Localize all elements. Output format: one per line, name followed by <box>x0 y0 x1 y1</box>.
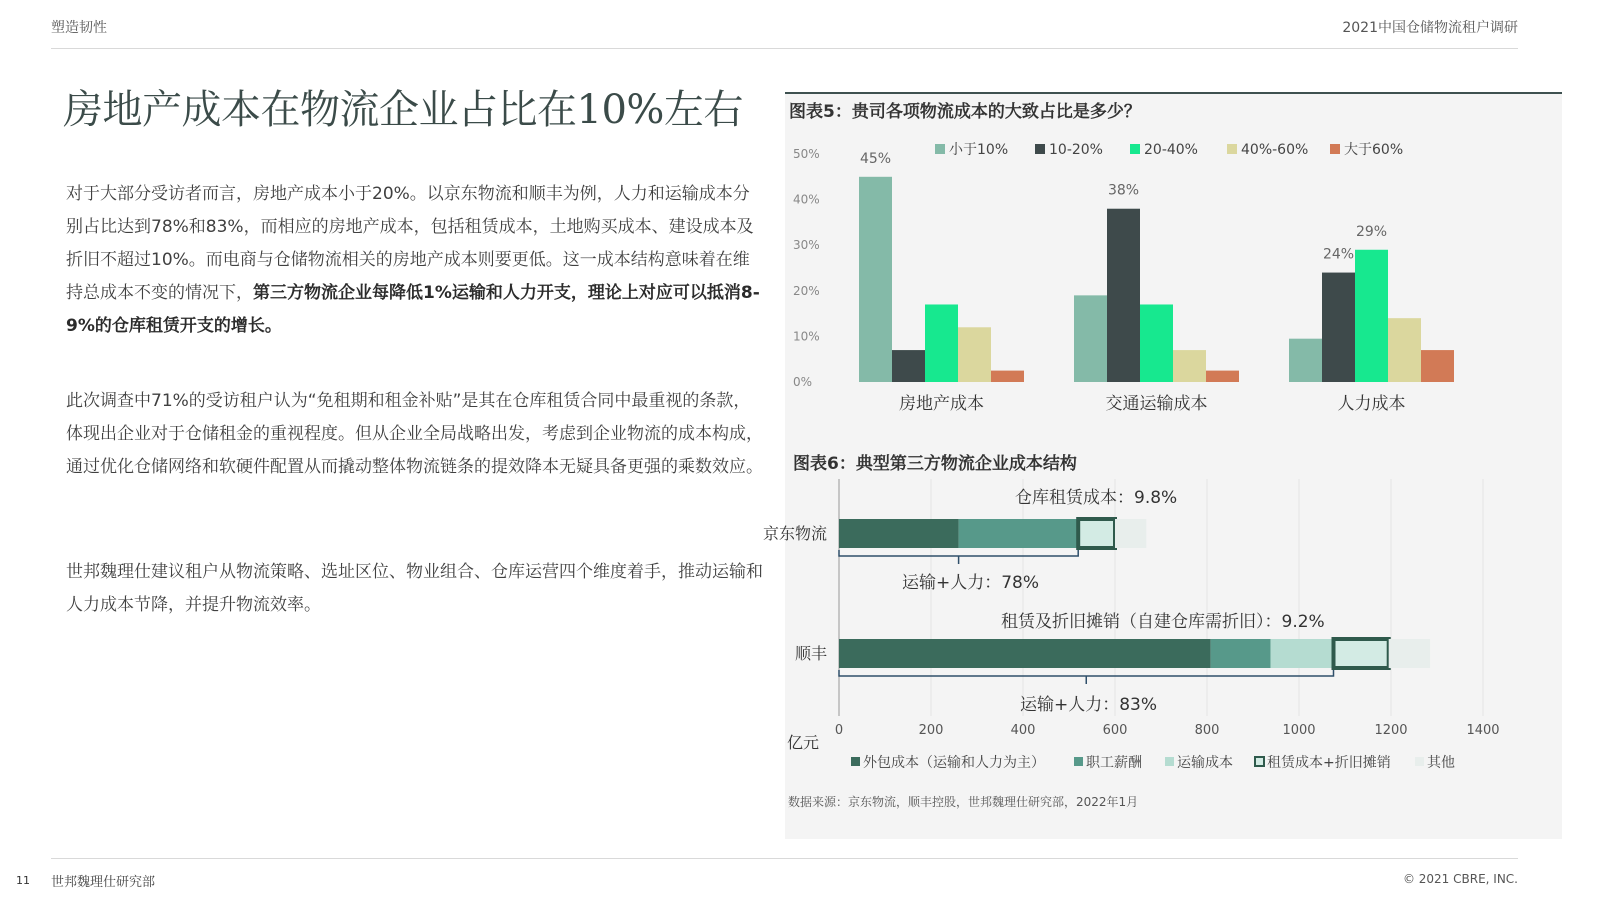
chart5-bar-3-2 <box>1322 273 1355 382</box>
chart5-bar-3-4 <box>1388 318 1421 382</box>
chart6-legend-swatch <box>851 757 860 766</box>
chart6-legend-label-5: 其他 <box>1427 755 1455 771</box>
chart6-legend-label-3: 运输成本 <box>1177 755 1233 771</box>
chart6-annotation-jd-transport: 运输+人力：78% <box>902 573 1040 593</box>
chart6-bar-1-segment-4 <box>1078 519 1115 548</box>
page-title: 房地产成本在物流企业占比在10%左右 <box>63 87 743 133</box>
chart6-bar-2-segment-1 <box>839 639 1211 668</box>
chart6-x-tick: 600 <box>1102 723 1128 738</box>
chart6-bar-1-segment-5 <box>1115 519 1146 548</box>
chart5-data-label-2: 38% <box>1107 182 1140 199</box>
chart5-category-label-3: 人力成本 <box>1337 394 1406 414</box>
chart5-legend-swatch <box>935 144 945 154</box>
header-report-title: 2021中国仓储物流租户调研 <box>1342 20 1518 36</box>
chart5-bar-2-1 <box>1074 295 1107 382</box>
header-section-label: 塑造韧性 <box>51 20 107 36</box>
chart6-annotation-sf-transport: 运输+人力：83% <box>1020 695 1158 715</box>
chart5-bar-1-1 <box>859 177 892 382</box>
chart6-bar-2-segment-4 <box>1334 639 1389 668</box>
chart6-legend-label-1: 外包成本（运输和人力为主） <box>863 755 1045 771</box>
footer-publisher: 世邦魏理仕研究部 <box>51 875 156 890</box>
chart5-bar-1-5 <box>991 371 1024 382</box>
chart6-bar-2-segment-5 <box>1389 639 1430 668</box>
chart6-brace-2 <box>839 670 1334 684</box>
chart6-x-tick: 800 <box>1194 723 1220 738</box>
footer-divider <box>51 858 1518 859</box>
chart5-bar-3-5 <box>1421 350 1454 382</box>
chart5-bar-1-4 <box>958 327 991 382</box>
chart5-legend-swatch <box>1035 144 1045 154</box>
chart5-title: 图表5：贵司各项物流成本的大致占比是多少？ <box>789 102 1141 122</box>
chart6-unit-label: 亿元 <box>787 733 820 752</box>
chart6-annotation-sf-rent: 租赁及折旧摊销（自建仓库需折旧）：9.2% <box>1001 612 1325 632</box>
chart6-annotation-jd-rent: 仓库租赁成本：9.8% <box>1015 488 1178 508</box>
chart6-bar-2-segment-2 <box>1211 639 1271 668</box>
chart5-bar-3-1 <box>1289 339 1322 382</box>
chart6-x-tick: 0 <box>834 723 844 738</box>
chart6-legend-label-4: 租赁成本+折旧摊销 <box>1267 755 1391 771</box>
chart5-data-label-4: 29% <box>1355 223 1388 240</box>
chart5-y-tick: 50% <box>793 147 820 161</box>
chart5-legend-label-4: 40%-60% <box>1241 142 1309 158</box>
paragraph-cost-structure-text: 对于大部分受访者而言，房地产成本小于20%。以京东物流和顺丰为例，人力和运输成本分别占比达到78%和83%，而相应的房地产成本，包括租赁成本，土地购买成本、建设成本及折旧不超过10%。而电商与仓储物流相关的房地产成本则要更低。这一成本结构意味着在维持总成本不变的情况下， <box>66 184 754 303</box>
chart6-legend-swatch <box>1255 757 1264 766</box>
chart5-bar-2-5 <box>1206 371 1239 382</box>
chart6-legend-swatch <box>1165 757 1174 766</box>
chart6-legend-swatch <box>1074 757 1083 766</box>
chart5-data-label-3: 24% <box>1322 246 1355 263</box>
paragraph-cost-structure-highlight: 第三方物流企业每降低1%运输和人力开支，理论上对应可以抵消8-9%的仓库租赁开支的增长。 <box>66 283 760 336</box>
chart5-y-tick: 30% <box>793 238 820 253</box>
chart5-legend-swatch <box>1227 144 1237 154</box>
charts-canvas <box>762 94 1562 839</box>
chart6-x-tick: 1000 <box>1282 723 1316 738</box>
chart5-category-label-1: 房地产成本 <box>899 394 984 414</box>
chart6-legend-label-2: 职工薪酬 <box>1086 755 1142 771</box>
chart5-y-tick: 10% <box>793 329 820 344</box>
chart5-y-tick: 0% <box>793 375 813 389</box>
page-number: 11 <box>16 874 30 887</box>
chart5-bar-2-2 <box>1107 209 1140 382</box>
header-divider <box>51 48 1518 49</box>
chart5-bar-1-2 <box>892 350 925 382</box>
chart6-title: 图表6：典型第三方物流企业成本结构 <box>793 454 1077 474</box>
chart6-x-tick: 200 <box>918 723 944 738</box>
footer-copyright: © 2021 CBRE, INC. <box>1402 872 1518 886</box>
chart6-x-tick: 1200 <box>1374 723 1408 738</box>
chart6-legend-swatch <box>1415 757 1424 766</box>
chart6-brace-1 <box>839 550 1078 564</box>
chart6-company-label-2: 顺丰 <box>794 644 827 663</box>
chart6-bar-1-segment-1 <box>839 519 959 548</box>
chart5-legend-label-3: 20-40% <box>1144 142 1198 158</box>
chart6-bar-2-segment-3 <box>1270 639 1333 668</box>
chart5-legend-label-1: 小于10% <box>949 142 1009 158</box>
paragraph-recommendation: 世邦魏理仕建议租户从物流策略、选址区位、物业组合、仓库运营四个维度着手，推动运输和人力成本节降，并提升物流效率。 <box>66 562 763 615</box>
chart5-y-tick: 20% <box>793 283 820 298</box>
paragraph-survey: 此次调查中71%的受访租户认为“免租期和租金补贴”是其在仓库租赁合同中最重视的条款，体现出企业对于仓储租金的重视程度。但从企业全局战略出发，考虑到企业物流的成本构成，通过优化仓储网络和软硬件配置从而撬动整体物流链条的提效降本无疑具备更强的乘数效应。 <box>66 391 763 477</box>
chart6-company-label-1: 京东物流 <box>762 524 827 543</box>
chart5-y-tick: 40% <box>793 192 820 207</box>
chart5-bar-1-3 <box>925 304 958 382</box>
chart5-legend-swatch <box>1330 144 1340 154</box>
chart-source-note: 数据来源：京东物流，顺丰控股，世邦魏理仕研究部，2022年1月 <box>788 795 1139 809</box>
chart5-legend-label-5: 大于60% <box>1344 142 1404 158</box>
chart6-x-tick: 1400 <box>1466 723 1500 738</box>
paragraph-cost-structure <box>66 178 766 343</box>
chart6-bar-1-segment-2 <box>959 519 1079 548</box>
chart5-legend-label-2: 10-20% <box>1049 142 1103 158</box>
chart5-legend-swatch <box>1130 144 1140 154</box>
chart5-data-label-1: 45% <box>859 150 892 167</box>
chart5-bar-2-4 <box>1173 350 1206 382</box>
chart5-bar-3-3 <box>1355 250 1388 382</box>
chart-panel <box>762 92 1562 839</box>
chart6-x-tick: 400 <box>1010 723 1036 738</box>
chart5-category-label-2: 交通运输成本 <box>1105 394 1208 414</box>
chart5-bar-2-3 <box>1140 304 1173 382</box>
